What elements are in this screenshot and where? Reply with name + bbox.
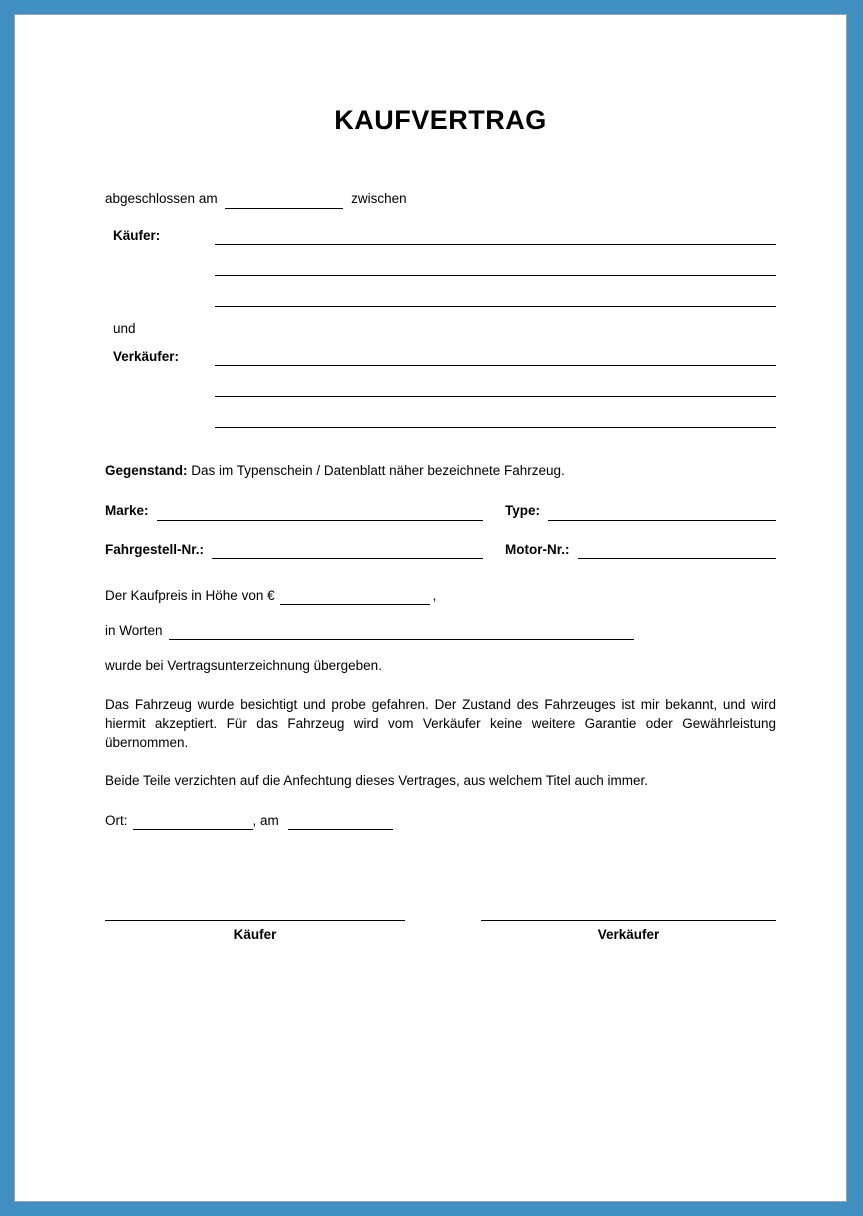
price-amount-field[interactable] — [280, 590, 430, 605]
fahrgestell-cell — [105, 541, 505, 559]
seller-field-2[interactable] — [215, 381, 776, 397]
buyer-row-2 — [105, 258, 776, 276]
seller-block — [105, 348, 776, 429]
buyer-signature-line[interactable] — [105, 920, 405, 921]
seller-row-3 — [105, 410, 776, 428]
date-field[interactable] — [288, 815, 393, 830]
seller-signature-line[interactable] — [481, 920, 776, 921]
vehicle-row-2 — [105, 541, 776, 559]
price-amount-label: Der Kaufpreis in Höhe von € — [105, 587, 275, 603]
seller-label: Verkäufer: — [113, 348, 180, 364]
price-words-row — [105, 622, 776, 640]
buyer-field-1[interactable] — [215, 229, 776, 245]
price-amount-comma: , — [432, 587, 437, 603]
fahrgestell-label: Fahrgestell-Nr.: — [105, 541, 205, 557]
buyer-field-3[interactable] — [215, 291, 776, 307]
vehicle-details — [105, 502, 776, 558]
seller-field-3[interactable] — [215, 412, 776, 428]
buyer-row-1 — [105, 227, 776, 245]
motor-cell — [505, 541, 776, 559]
motor-label: Motor-Nr.: — [505, 541, 570, 557]
price-handover-row — [105, 657, 776, 675]
seller-signature-caption: Verkäufer — [597, 927, 660, 942]
price-words-field[interactable] — [169, 625, 634, 640]
marke-cell — [105, 502, 505, 520]
seller-field-1[interactable] — [215, 350, 776, 366]
seller-row-1 — [105, 348, 776, 366]
und-label: und — [113, 321, 136, 337]
buyer-block — [105, 227, 776, 308]
page-title: KAUFVERTRAG — [334, 105, 547, 135]
place-field[interactable] — [133, 815, 253, 830]
contract-date-field[interactable] — [225, 195, 343, 209]
contract-date-line — [105, 190, 776, 208]
und-spacer — [215, 324, 776, 339]
buyer-signature-block — [105, 920, 405, 942]
price-handover-text: wurde bei Vertragsunterzeichnung übergeben. — [105, 658, 382, 674]
intro-suffix-text: zwischen — [351, 191, 407, 207]
signature-area — [105, 920, 776, 942]
marke-field[interactable] — [157, 506, 483, 521]
fahrgestell-field[interactable] — [212, 544, 483, 559]
place-date-row — [105, 812, 776, 830]
subject-label: Gegenstand: — [105, 463, 188, 479]
document-page — [14, 14, 847, 1202]
type-cell — [505, 502, 776, 520]
clause-waiver: Beide Teile verzichten auf die Anfechtung dieses Vertrages, aus welchem Titel auch immer. — [105, 772, 649, 788]
intro-prefix-text: abgeschlossen am — [105, 191, 218, 207]
place-separator: , am — [252, 813, 279, 829]
subject-text: Das im Typenschein / Datenblatt näher bezeichnete Fahrzeug. — [191, 463, 565, 479]
buyer-signature-caption: Käufer — [233, 927, 277, 942]
price-block — [105, 587, 776, 676]
document-body — [105, 65, 776, 830]
marke-label: Marke: — [105, 503, 149, 519]
price-amount-row — [105, 587, 776, 605]
seller-row-2 — [105, 379, 776, 397]
und-row — [105, 320, 776, 338]
seller-signature-block — [481, 920, 776, 942]
type-label: Type: — [505, 503, 541, 519]
buyer-row-3 — [105, 289, 776, 307]
vehicle-row-1 — [105, 502, 776, 520]
price-words-label: in Worten — [105, 623, 163, 639]
motor-field[interactable] — [578, 544, 777, 559]
place-label: Ort: — [105, 813, 128, 829]
buyer-field-2[interactable] — [215, 260, 776, 276]
subject-line — [105, 462, 776, 480]
type-field[interactable] — [548, 506, 776, 521]
clause-condition: Das Fahrzeug wurde besichtigt und probe gefahren. Der Zustand des Fahrzeuges ist mir bekannt, und wird hiermit akzeptiert. Für das Fahrzeug wird vom Verkäufer keine weitere Garantie oder Gewährleistung übernommen. — [105, 696, 776, 750]
buyer-label: Käufer: — [113, 227, 161, 243]
